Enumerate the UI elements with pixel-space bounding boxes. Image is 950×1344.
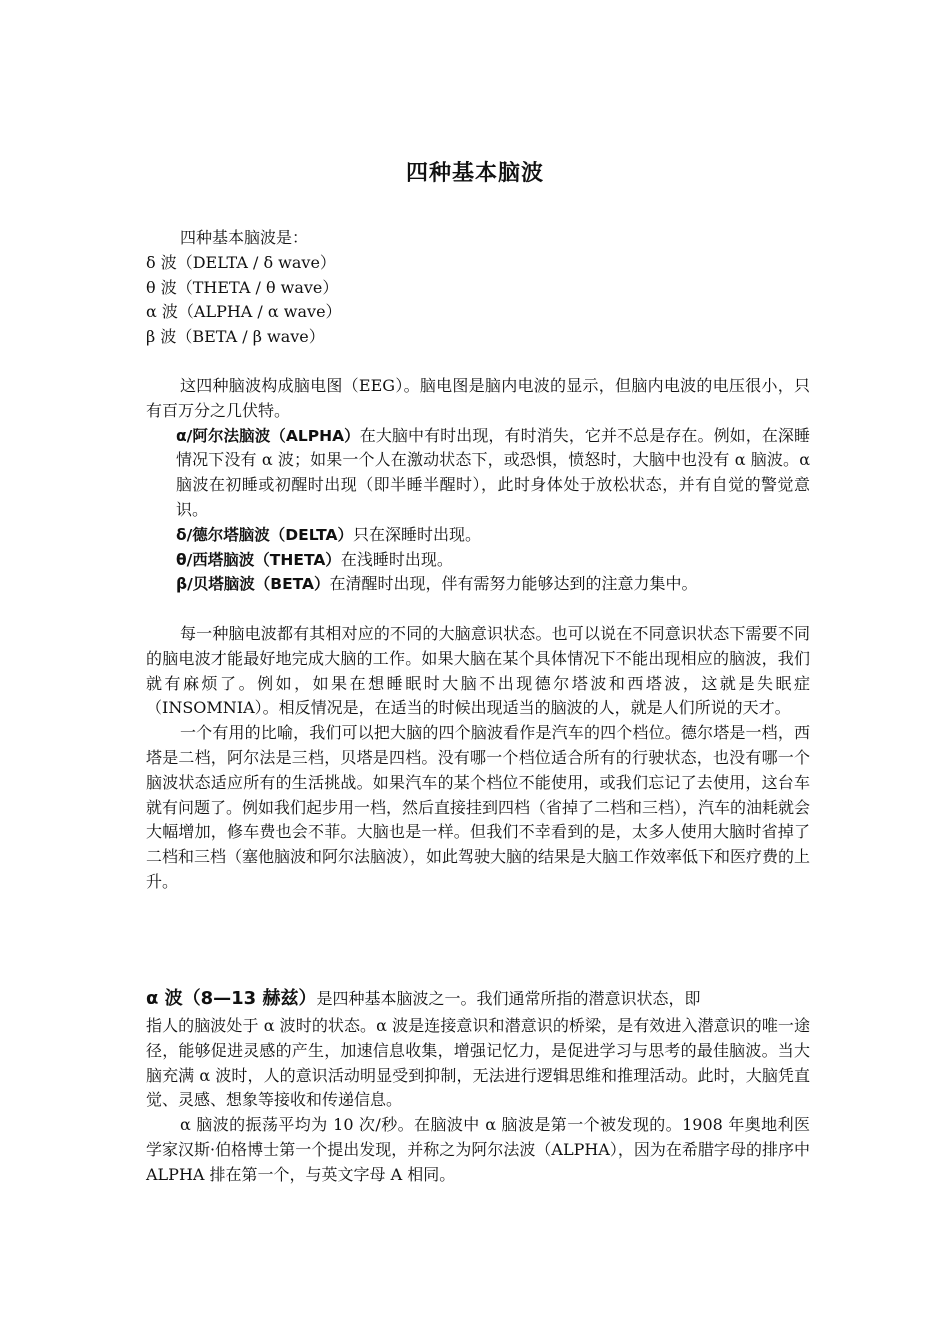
beta-heading: β/贝塔脑波（BETA）: [176, 575, 330, 594]
beta-paragraph: [146, 572, 810, 597]
alpha-text: 在大脑中有时出现，有时消失，它并不总是存在。例如，在深睡情况下没有 α 波；如果一个人在激动状态下，或恐惧，愤怒时，大脑中也没有 α 脑波。α 脑波在初睡或初醒时出现（即半睡半醒时），此时身体处于放松状态，并有自觉的警觉意识。: [176, 425, 810, 519]
states-paragraph: 每一种脑电波都有其相对应的不同的大脑意识状态。也可以说在不同意识状态下需要不同的脑电波才能最好地完成大脑的工作。如果大脑在某个具体情况下不能出现相应的脑波，我们就有麻烦了。例如，如果在想睡眠时大脑不出现德尔塔波和西塔波，这就是失眠症（INSOMNIA）。相反情况是，在适当的时候出现适当的脑波的人，就是人们所说的天才。: [146, 624, 810, 718]
list-item: β 波（BETA / β wave）: [146, 327, 325, 347]
alpha-section: [146, 984, 810, 1188]
page-title: 四种基本脑波: [405, 161, 544, 186]
list-item: α 波（ALPHA / α wave）: [146, 302, 342, 322]
eeg-section: [146, 374, 810, 597]
states-section: [146, 622, 810, 895]
delta-paragraph: [146, 523, 810, 548]
theta-text: 在浅睡时出现。: [340, 549, 453, 569]
delta-heading: δ/德尔塔脑波（DELTA）: [176, 525, 353, 544]
gear-analogy-paragraph: 一个有用的比喻，我们可以把大脑的四个脑波看作是汽车的四个档位。德尔塔是一档，西塔是二档，阿尔法是三档，贝塔是四档。没有哪一个档位适合所有的行驶状态，也没有哪一个脑波状态适应所有的生活挑战。如果汽车的某个档位不能使用，或我们忘记了去使用，这台车就有问题了。例如我们起步用一档，然后直接挂到四档（省掉了二档和三档），汽车的油耗就会大幅增加，修车费也会不菲。大脑也是一样。但我们不幸看到的是，太多人使用大脑时省掉了二档和三档（塞他脑波和阿尔法脑波），如此驾驶大脑的结果是大脑工作效率低下和医疗费的上升。: [146, 723, 811, 891]
beta-text: 在清醒时出现，伴有需努力能够达到的注意力集中。: [329, 574, 698, 594]
theta-heading: θ/西塔脑波（THETA）: [176, 550, 341, 569]
list-item: δ 波（DELTA / δ wave）: [146, 252, 336, 272]
list-intro: 四种基本脑波是：: [180, 228, 309, 247]
theta-paragraph: [146, 548, 810, 573]
alpha-section-lead-text: 是四种基本脑波之一。我们通常所指的潜意识状态，即: [316, 989, 701, 1008]
alpha-section-lead: [146, 984, 810, 1014]
delta-text: 只在深睡时出现。: [352, 524, 481, 544]
alpha-paragraph: [146, 424, 810, 523]
alpha-heading: α/阿尔法脑波（ALPHA）: [176, 426, 360, 445]
wave-list: [146, 226, 810, 350]
list-item: θ 波（THETA / θ wave）: [146, 277, 339, 297]
alpha-section-body: 指人的脑波处于 α 波时的状态。α 波是连接意识和潜意识的桥梁，是有效进入潜意识的唯一途径，能够促进灵感的产生，加速信息收集，增强记忆力，是促进学习与思考的最佳脑波。当大脑充满 α 波时，人的意识活动明显受到抑制，无法进行逻辑思维和推理活动。此时，大脑凭直觉、灵感、想象等接收和传递信息。: [146, 1016, 810, 1110]
alpha-section-heading: α 波（8—13 赫兹）: [146, 988, 317, 1009]
eeg-paragraph: 这四种脑波构成脑电图（EEG）。脑电图是脑内电波的显示，但脑内电波的电压很小，只有百万分之几伏特。: [146, 376, 810, 420]
alpha-history-paragraph: α 脑波的振荡平均为 10 次/秒。在脑波中 α 脑波是第一个被发现的。1908 年奥地利医学家汉斯·伯格博士第一个提出发现，并称之为阿尔法波（ALPHA），因为在希腊字母的排序中 ALPHA 排在第一个，与英文字母 A 相同。: [146, 1115, 810, 1184]
